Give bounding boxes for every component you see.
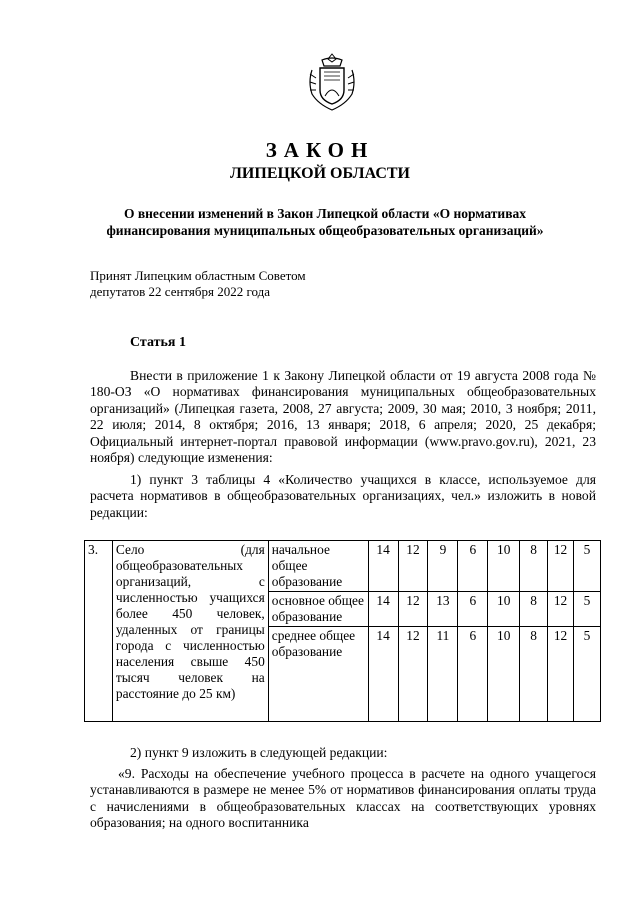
table-cell: 12: [398, 627, 428, 722]
table-cell: 14: [368, 541, 398, 592]
table-cell: 13: [428, 592, 458, 627]
education-level: основное общее образование: [268, 592, 368, 627]
heading-line-1: О внесении изменений в Закон Липецкой области «О нормативах: [123, 206, 526, 221]
table-cell: 5: [574, 541, 601, 592]
table-cell: 14: [368, 592, 398, 627]
settlement-description: Село (для общеобразовательных организаций, с численностью учащихся более 450 человек, удаленных от границы города с численностью населения свыше 450 тысяч человек на расстояние до 25 км): [112, 541, 268, 722]
table-cell: 12: [548, 627, 574, 722]
table-cell: 8: [520, 541, 548, 592]
table-cell: 6: [458, 592, 488, 627]
table-row: [85, 541, 601, 592]
education-level: начальное общее образование: [268, 541, 368, 592]
table-cell: 6: [458, 627, 488, 722]
accepted-note: [90, 268, 306, 300]
table-cell: 5: [574, 627, 601, 722]
table-cell: 12: [548, 541, 574, 592]
article-intro: Внести в приложение 1 к Закону Липецкой области от 19 августа 2008 года № 180-ОЗ «О нормативах финансирования муниципальных общеобразовательных организаций» (Липецкая газета, 2008, 27 августа; 2009, 30 мая; 2010, 3 ноября; 2011, 22 июля; 2014, 8 октября; 2016, 13 января; 2018, 6 апреля; 2020, 25 декабря; Официальный интернет-портал правовой информации (www.pravo.gov.ru), 2021, 23 ноября) следующие изменения:: [90, 368, 596, 466]
table-cell: 10: [488, 627, 520, 722]
accepted-line-2: депутатов 22 сентября 2022 года: [90, 284, 271, 299]
article-title: Статья 1: [130, 335, 186, 350]
table-cell: 10: [488, 541, 520, 592]
table-cell: 12: [398, 541, 428, 592]
row-number: 3.: [85, 541, 113, 722]
law-region: ЛИПЕЦКОЙ ОБЛАСТИ: [230, 165, 410, 182]
table-cell: 9: [428, 541, 458, 592]
law-heading: [105, 205, 545, 239]
amendment-item-2: 2) пункт 9 изложить в следующей редакции:: [130, 745, 388, 760]
table-cell: 10: [488, 592, 520, 627]
amendment-item-1: 1) пункт 3 таблицы 4 «Количество учащихся в классе, используемое для расчета нормативов в общеобразовательных организациях, чел.» изложить в новой редакции:: [90, 472, 596, 520]
table-cell: 6: [458, 541, 488, 592]
coat-of-arms-icon: [306, 52, 358, 112]
amendment-item-9-text: «9. Расходы на обеспечение учебного процесса в расчете на одного учащегося устанавливаются в размере не менее 5% от нормативов финансирования оплаты труда с начислениями в общеобразовательных классах на соответствующих уровнях образования; на одного воспитанника: [90, 766, 596, 831]
education-level: среднее общее образование: [268, 627, 368, 722]
heading-line-2: финансирования муниципальных общеобразовательных организаций»: [106, 223, 544, 238]
law-title: ЗАКОН: [265, 138, 375, 162]
table-cell: 8: [520, 627, 548, 722]
table-cell: 14: [368, 627, 398, 722]
table-cell: 12: [398, 592, 428, 627]
table-cell: 11: [428, 627, 458, 722]
table-cell: 8: [520, 592, 548, 627]
table-cell: 12: [548, 592, 574, 627]
class-size-table: [84, 540, 601, 722]
table-cell: 5: [574, 592, 601, 627]
accepted-line-1: Принят Липецким областным Советом: [90, 268, 306, 283]
